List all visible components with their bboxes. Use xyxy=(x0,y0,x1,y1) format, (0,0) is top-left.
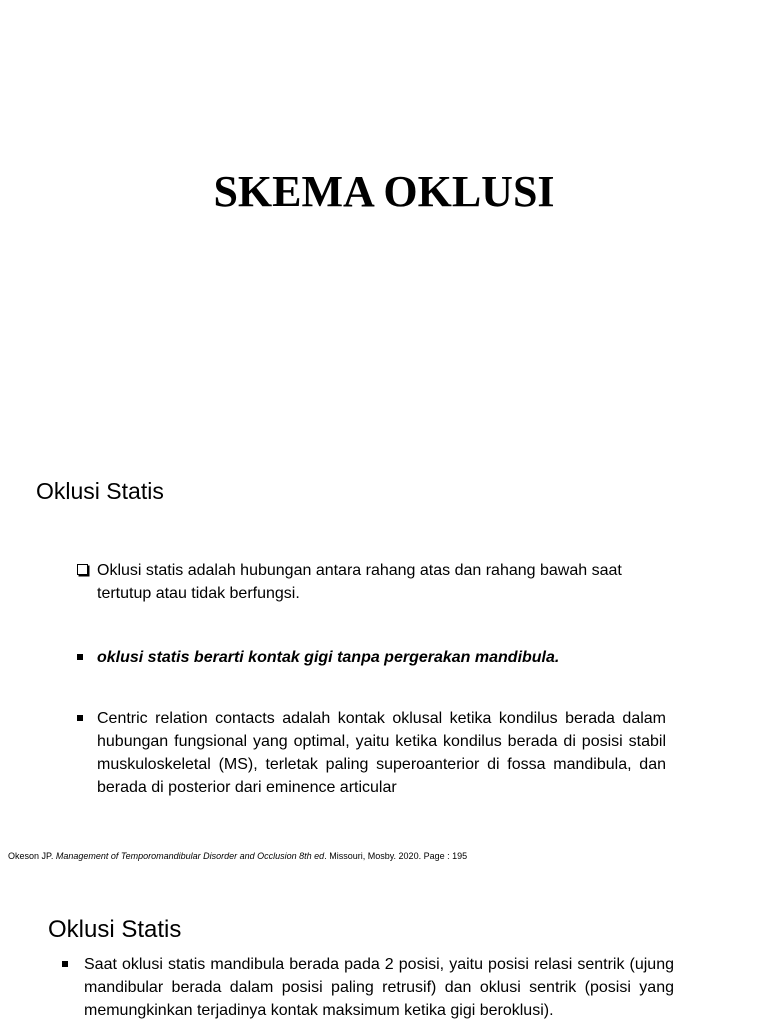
slide-title: SKEMA OKLUSI xyxy=(213,167,555,216)
slide-oklusi-statis-2 xyxy=(0,880,768,1024)
slide-heading: Oklusi Statis xyxy=(48,916,182,943)
list-item-text: Saat oklusi statis mandibula berada pada 2 posisi, yaitu posisi relasi sentrik (ujung mandibular berada dalam posisi paling retrusif) dan oklusi sentrik (posisi yang memungkinkan terjadinya kontak maksimum ketika gigi beroklusi). xyxy=(84,956,674,1019)
slide-oklusi-statis-1 xyxy=(0,430,768,870)
citation-publication: . Missouri, Mosby. 2020. Page : 195 xyxy=(324,851,468,861)
title-slide xyxy=(0,0,768,430)
list-item-text: Oklusi statis adalah hubungan antara rahang atas dan rahang bawah saat tertutup atau tidak berfungsi. xyxy=(97,562,622,602)
list-item-text: Centric relation contacts adalah kontak oklusal ketika kondilus berada dalam hubungan fungsional yang optimal, yaitu ketika kondilus berada di posisi stabil muskuloskeletal (MS), terletak paling superoanterior di fossa mandibula, dan berada di posterior dari eminence articular xyxy=(97,710,666,796)
list-item xyxy=(97,707,666,799)
list-item xyxy=(84,953,674,1022)
slide-heading: Oklusi Statis xyxy=(36,478,164,504)
list-item-text: oklusi statis berarti kontak gigi tanpa pergerakan mandibula. xyxy=(97,649,560,666)
citation xyxy=(8,850,467,862)
list-item xyxy=(97,646,677,669)
citation-book-title: Management of Temporomandibular Disorder and Occlusion 8th ed xyxy=(55,851,325,861)
list-item xyxy=(97,559,677,605)
citation-author: Okeson JP. xyxy=(8,851,56,861)
square-bullet-icon xyxy=(62,961,68,967)
checkbox-bullet-icon xyxy=(77,564,88,575)
square-bullet-icon xyxy=(77,715,83,721)
square-bullet-icon xyxy=(77,654,83,660)
